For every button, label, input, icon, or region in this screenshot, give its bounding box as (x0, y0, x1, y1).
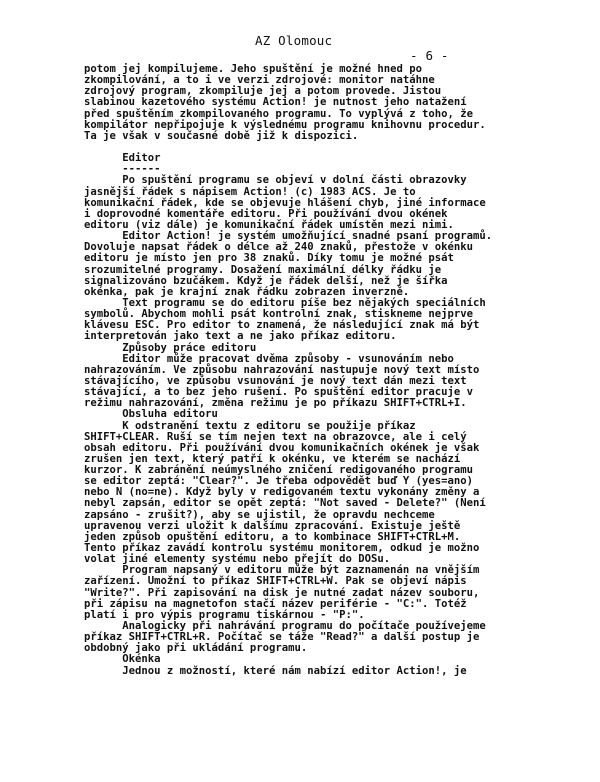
text-line: zařízení. Umožní to příkaz SHIFT+CTRL+W. Pak se objeví nápis (84, 575, 467, 588)
text-line: zdrojový program, zkompiluje jej a potom provede. Jistou (84, 85, 442, 98)
text-line: potom jej kompilujeme. Jeho spuštění je možné hned po (84, 63, 423, 75)
text-line: při zápisu na magnetofon stačí název periférie - "C:". Totéž (84, 597, 467, 610)
text-line: se editor zeptá: "Clear?". Je třeba odpovědět buď Y (yes=ano) (84, 475, 474, 488)
text-line: jasnější řádek s nápisem Action! (c) 1983 ACS. Je to (84, 185, 416, 198)
page-number: - 6 - (410, 48, 449, 63)
text-line: slabinou kazetového systému Action! je nutnost jeho natažení (84, 96, 467, 109)
text-line: Dovoluje napsat řádek o délce až 240 znaků, přestože v okénku (84, 241, 474, 254)
text-line: Editor může pracovat dvěma způsoby - vsunováním nebo (84, 352, 454, 365)
text-line: kurzor. K zabránění neúmyslného zničení redigovaného programu (84, 464, 474, 477)
text-line: i doprovodné komentáře editoru. Při používání dvou okének (84, 207, 448, 220)
text-line: volat jiné elementy systému nebo přejít do DOSu. (84, 553, 391, 566)
text-line: Editor (84, 152, 161, 165)
text-line: "Write?". Při zapisování na disk je nutné zadat název souboru, (84, 586, 480, 599)
header-title: AZ Olomouc (255, 33, 333, 48)
text-line: režimu nahrazování, změna režimu je po příkazu SHIFT+CTRL+I. (84, 397, 467, 410)
text-line: Jednou z možností, které nám nabízí editor Action!, je (84, 664, 467, 677)
text-line: nebyl zapsán, editor se opět zeptá: "Not saved - Delete?" (Není (84, 497, 486, 510)
text-line: jeden způsob opuštění editoru, a to kombinace SHIFT+CTRL+M. (84, 530, 461, 543)
text-line: zkompilování, a to i ve verzi zdrojové: monitor natáhne (84, 74, 435, 87)
text-line: upravenou verzi uložit k dalšímu zpracování. Existuje ještě (84, 519, 461, 532)
text-line: obdobný jako při ukládání programu. (84, 642, 308, 655)
text-line: Po spuštění programu se objeví v dolní části obrazovky (84, 174, 467, 187)
text-line: Program napsaný v editoru může být zaznamenán na vnějším (84, 564, 480, 577)
text-line: Text programu se do editoru píše bez nějakých speciálních (84, 296, 486, 309)
text-line: Editor Action! je systém umožňující snadné psaní programů. (84, 230, 493, 243)
text-line: obsah editoru. Při používání dvou komunikačních okének je však (84, 441, 480, 454)
text-line: stávajícího, ve způsobu vsunování je nový text dán mezi text (84, 374, 467, 387)
text-line: symbolů. Abychom mohli psát kontrolní znak, stiskneme nejprve (84, 308, 474, 321)
text-line: SHIFT+CLEAR. Ruší se tím nejen text na obrazovce, ale i celý (84, 430, 467, 443)
text-line: klávesu ESC. Pro editor to znamená, že následující znak má být (84, 319, 480, 332)
text-line: srozumitelné programy. Dosažení maximální délky řádku je (84, 263, 442, 276)
text-line: zrušen jen text, který patří k okénku, ve kterém se nachází (84, 452, 461, 465)
text-line: platí i pro výpis programu tiskárnou - "P:". (84, 608, 365, 621)
text-line: okénka, pak je krajní znak řádku zobrazen inverzně. (84, 285, 410, 298)
text-line: před spuštěním zkompilovaného programu. To vyplývá z toho, že (84, 107, 474, 120)
text-line: Okénka (84, 653, 161, 666)
text-line: kompilátor nepřipojuje k výslednému programu knihovnu procedur. (84, 118, 486, 131)
text-line: příkaz SHIFT+CTRL+R. Počítač se táže "Read?" a další postup je (84, 631, 480, 644)
text-line: editoru (viz dále) je komunikační řádek umístěn mezi nimi. (84, 218, 454, 231)
text-line: nahrazováním. Ve způsobu nahrazování nastupuje nový text místo (84, 363, 480, 376)
body-text (84, 64, 530, 677)
text-line: Obsluha editoru (84, 408, 218, 421)
text-line: Způsoby práce editoru (84, 341, 257, 354)
text-line: editoru je místo jen pro 38 znaků. Díky tomu je možné psát (84, 252, 454, 265)
text-line: Analogicky při nahrávání programu do počítače používejeme (84, 620, 486, 633)
text-line: komunikační řádek, kde se objevuje hlášení chyb, jiné informace (84, 196, 486, 209)
text-line: ------ (84, 163, 161, 176)
text-line: signalizováno bzučákem. Když je řádek delší, než je šířka (84, 274, 448, 287)
text-line: interpretován jako text a ne jako příkaz editoru. (84, 330, 397, 343)
text-line: nebo N (no=ne). Když byly v redigovaném textu vykonány změny a (84, 486, 480, 499)
text-line: zapsáno - zrušit?), aby se ujistil, že opravdu nechceme (84, 508, 435, 521)
text-line: K odstranění textu z editoru se použije příkaz (84, 419, 416, 432)
text-line: Tento příkaz zavádí kontrolu systému monitorem, odkud je možno (84, 542, 480, 555)
text-line: Ta je však v současné době již k dispozici. (84, 129, 359, 142)
text-line: stávající, a to bez jeho rušení. Po spuštění editor pracuje v (84, 386, 474, 399)
